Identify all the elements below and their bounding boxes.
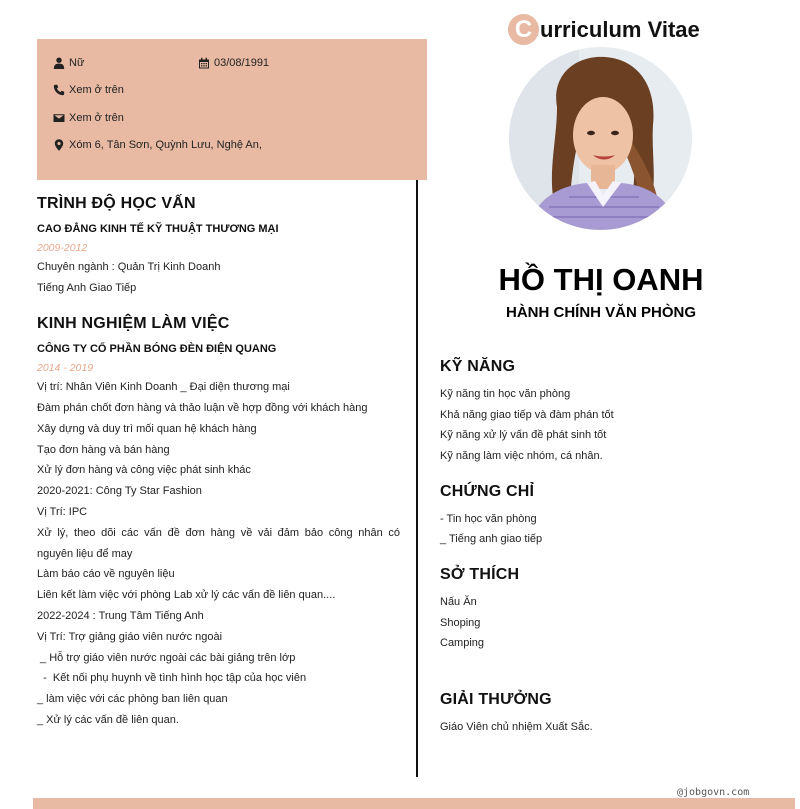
- awards-title: GIẢI THƯỞNG: [440, 691, 552, 708]
- experience-line: _ Xử lý các vấn đề liên quan.: [37, 714, 179, 726]
- cv-heading-text: urriculum Vitae: [540, 16, 700, 42]
- gender-value: Nữ: [69, 57, 85, 69]
- cv-heading: [508, 14, 700, 45]
- birthday-row: [198, 57, 269, 69]
- birthday-value: 03/08/1991: [214, 57, 270, 69]
- profile-role: HÀNH CHÍNH VĂN PHÒNG: [505, 304, 696, 321]
- phone-icon: [53, 84, 65, 96]
- skill-item: Kỹ năng xử lý vấn đề phát sinh tốt: [440, 429, 607, 441]
- cv-initial-badge: C: [508, 14, 539, 45]
- email-row: [53, 112, 124, 124]
- hobbies-title: SỞ THÍCH: [440, 566, 520, 583]
- experience-line: Xây dựng và duy trì mối quan hệ khách hàng: [37, 423, 257, 435]
- experience-line: Tạo đơn hàng và bán hàng: [37, 444, 170, 456]
- profile-name: HỒ THỊ OANH: [498, 262, 704, 297]
- experience-line: nguyên liệu để may: [37, 548, 133, 560]
- experience-line: Vị Trí: IPC: [37, 506, 88, 518]
- column-divider: [416, 180, 418, 777]
- address-row: [53, 139, 262, 151]
- education-school: CAO ĐẲNG KINH TẾ KỸ THUẬT THƯƠNG MẠI: [37, 223, 279, 235]
- experience-line: _ làm việc với các phòng ban liên quan: [37, 693, 228, 705]
- location-pin-icon: [53, 139, 65, 151]
- experience-period: 2014 - 2019: [37, 362, 94, 374]
- experience-line: Làm báo cáo về nguyên liệu: [37, 568, 175, 580]
- hobby-item: Camping: [440, 637, 485, 649]
- education-period: 2009-2012: [37, 242, 88, 254]
- certificate-item: _ Tiếng anh giao tiếp: [440, 533, 543, 545]
- education-title: TRÌNH ĐỘ HỌC VẤN: [37, 195, 196, 212]
- experience-line: Liên kết làm việc với phòng Lab xử lý các vấn đề liên quan....: [37, 589, 336, 601]
- bottom-bar: [33, 798, 795, 809]
- profile-photo: [509, 47, 692, 230]
- experience-line: _ Hỗ trợ giáo viên nước ngoài các bài giảng trên lớp: [37, 652, 296, 664]
- experience-line: - Kết nối phụ huynh về tình hình học tập của học viên: [37, 672, 307, 684]
- experience-line: Vị trí: Nhân Viên Kinh Doanh _ Đại diện thương mại: [37, 381, 290, 393]
- award-item: Giáo Viên chủ nhiệm Xuất Sắc.: [440, 721, 593, 733]
- skill-item: Kỹ năng tin học văn phòng: [440, 388, 571, 400]
- email-value: Xem ở trên: [69, 112, 124, 124]
- person-icon: [53, 57, 65, 69]
- experience-line: Xử lý, theo dõi các vấn đề đơn hàng về vải đảm bảo công nhân có: [37, 527, 400, 539]
- experience-line: 2022-2024 : Trung Tâm Tiếng Anh: [37, 610, 204, 622]
- experience-line: Vị Trí: Trợ giảng giáo viên nước ngoài: [37, 631, 223, 643]
- skill-item: Kỹ năng làm việc nhóm, cá nhân.: [440, 450, 603, 462]
- experience-line: Đàm phán chốt đơn hàng và thảo luận về hợp đồng với khách hàng: [37, 402, 368, 414]
- experience-title: KINH NGHIỆM LÀM VIỆC: [37, 315, 230, 332]
- education-line: Tiếng Anh Giao Tiếp: [37, 282, 137, 294]
- envelope-icon: [53, 112, 65, 124]
- certificates-title: CHỨNG CHỈ: [440, 483, 535, 500]
- skills-title: KỸ NĂNG: [440, 358, 516, 375]
- skill-item: Khả năng giao tiếp và đàm phán tốt: [440, 409, 614, 421]
- hobby-item: Shoping: [440, 617, 481, 629]
- gender-row: [53, 57, 84, 69]
- experience-line: Xử lý đơn hàng và công việc phát sinh khác: [37, 464, 251, 476]
- phone-row: [53, 84, 124, 96]
- address-value: Xóm 6, Tân Sơn, Quỳnh Lưu, Nghệ An,: [69, 139, 262, 151]
- certificate-item: - Tin học văn phòng: [440, 513, 537, 525]
- portrait-image: [509, 47, 692, 230]
- experience-line: 2020-2021: Công Ty Star Fashion: [37, 485, 202, 497]
- phone-value: Xem ở trên: [69, 84, 124, 96]
- experience-company: CÔNG TY CỔ PHẦN BÓNG ĐÈN ĐIỆN QUANG: [37, 343, 277, 355]
- calendar-icon: [198, 57, 210, 69]
- watermark: @jobgovn.com: [677, 787, 750, 798]
- education-line: Chuyên ngành : Quản Trị Kinh Doanh: [37, 261, 221, 273]
- hobby-item: Nấu Ăn: [440, 596, 477, 608]
